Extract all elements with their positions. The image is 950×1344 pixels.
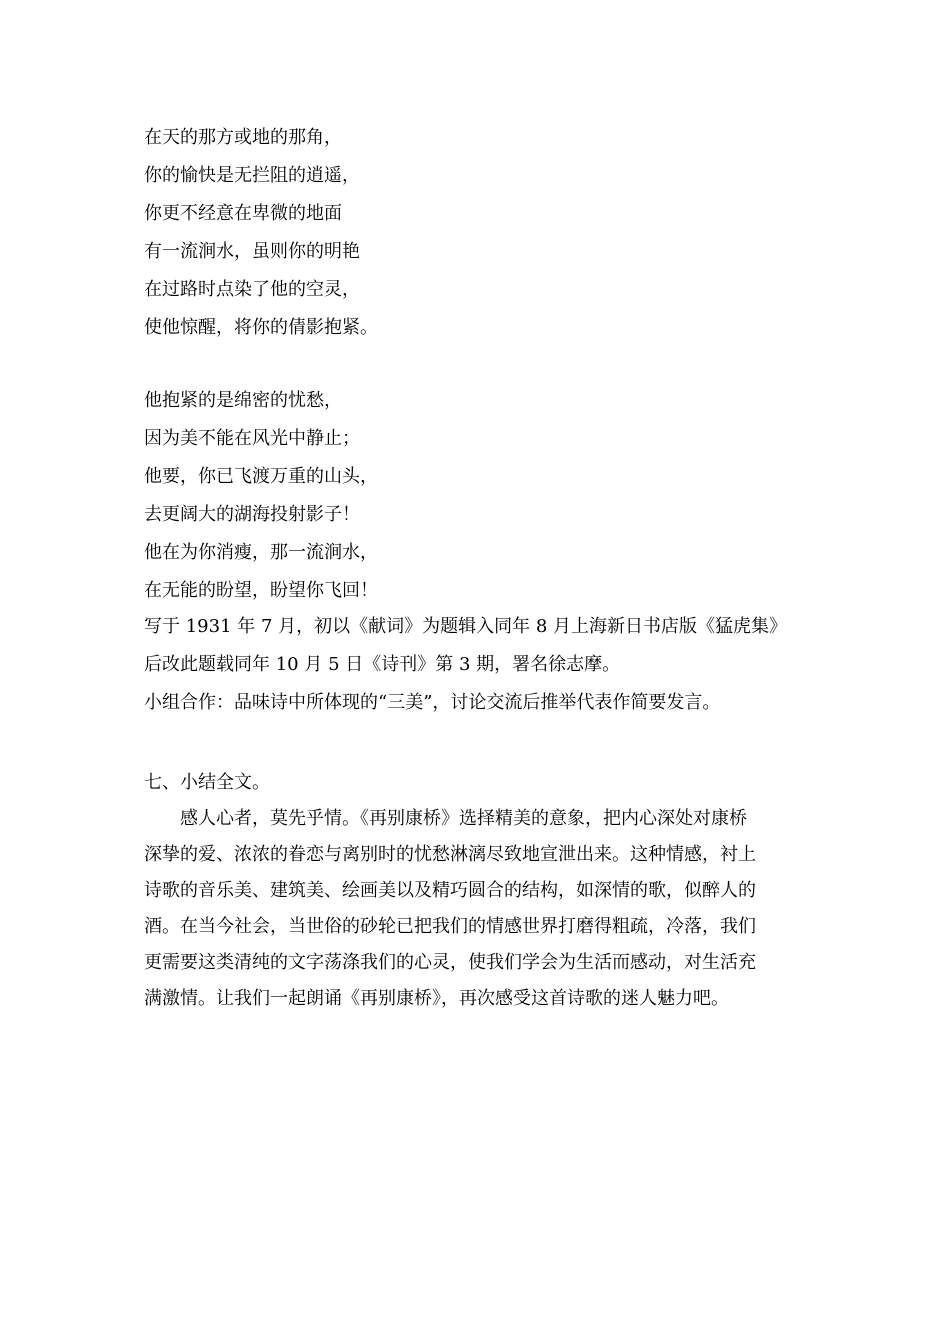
poem-line: 在天的那方或地的那角，	[144, 127, 342, 148]
summary-line: 满激情。让我们一起朗诵《再别康桥》，再次感受这首诗歌的迷人魅力吧。	[144, 988, 729, 1009]
publication-note: 后改此题载同年 10 月 5 日《诗刊》第 3 期，署名徐志摩。	[144, 654, 621, 675]
summary-line: 诗歌的音乐美、建筑美、绘画美以及精巧圆合的结构，如深情的歌，似醉人的	[144, 880, 756, 901]
poem-line: 他在为你消瘦，那一流涧水，	[144, 542, 378, 563]
summary-paragraph	[144, 808, 808, 1024]
group-task: 小组合作：品味诗中所体现的“三美”，讨论交流后推举代表作简要发言。	[144, 692, 721, 713]
publication-note: 写于 1931 年 7 月，初以《献词》为题辑入同年 8 月上海新日书店版《猛虎集》	[144, 616, 788, 637]
summary-line: 深挚的爱、浓浓的眷恋与离别时的忧愁淋漓尽致地宣泄出来。这种情感，衬上	[144, 844, 756, 865]
poem-line: 在无能的盼望，盼望你飞回！	[144, 580, 378, 601]
summary-line: 感人心者，莫先乎情。《再别康桥》选择精美的意象，把内心深处对康桥	[180, 808, 747, 829]
poem-line: 因为美不能在风光中静止；	[144, 428, 360, 449]
poem-line: 有一流涧水，虽则你的明艳	[144, 241, 360, 262]
summary-line: 更需要这类清纯的文字荡涤我们的心灵，使我们学会为生活而感动，对生活充	[144, 952, 756, 973]
poem-line: 去更阔大的湖海投射影子！	[144, 504, 360, 525]
poem-line: 使他惊醒，将你的倩影抱紧。	[144, 317, 378, 338]
poem-line: 他要，你已飞渡万重的山头，	[144, 466, 378, 487]
poem-line: 你的愉快是无拦阻的逍遥，	[144, 165, 360, 186]
poem-line: 在过路时点染了他的空灵，	[144, 279, 360, 300]
section-heading: 七、小结全文。	[144, 772, 270, 793]
poem-line: 你更不经意在卑微的地面	[144, 203, 342, 224]
summary-line: 酒。在当今社会，当世俗的砂轮已把我们的情感世界打磨得粗疏，冷落，我们	[144, 916, 756, 937]
poem-line: 他抱紧的是绵密的忧愁，	[144, 390, 342, 411]
